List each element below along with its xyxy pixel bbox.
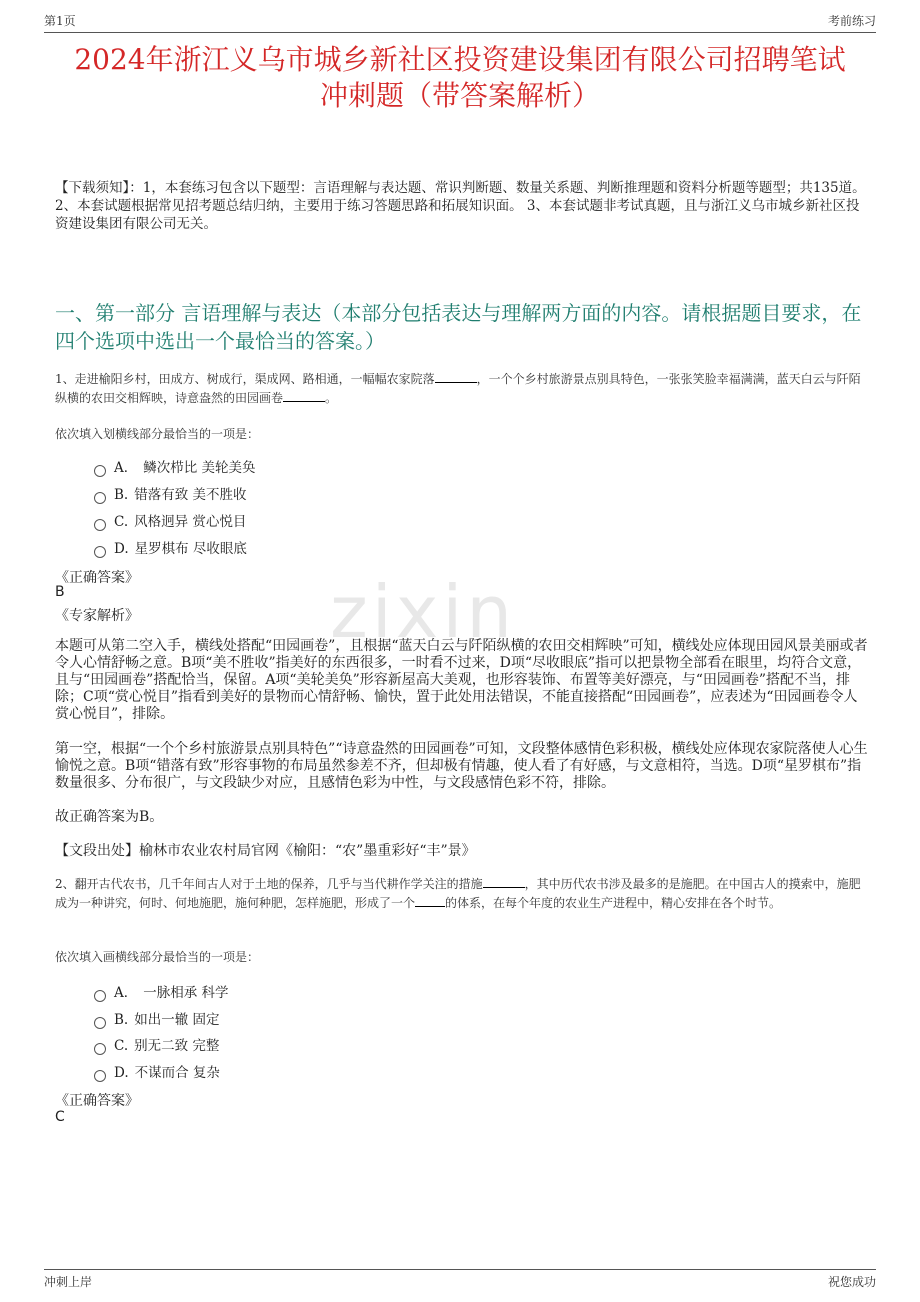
radio-icon[interactable] xyxy=(94,1070,106,1082)
analysis-paragraph-2: 第一空，根据“一个个乡村旅游景点别具特色”“诗意盎然的田园画卷”可知，文段整体感情色彩积极，横线处应体现农家院落使人心生愉悦之意。B项“错落有致”形容事物的布局虽然参差不齐，但却极有情趣，使人看了有好感，与文意相符，当选。D项“星罗棋布”指数量很多、分布很广，与文段缺少对应，且感情色彩为中性，与文段感情色彩不符，排除。 xyxy=(55,741,868,791)
title-line-2: 冲刺题（带答案解析） xyxy=(319,79,600,112)
answer-blank xyxy=(415,894,445,907)
title-line-1: 2024年浙江义乌市城乡新社区投资建设集团有限公司招聘笔试 xyxy=(74,43,846,76)
correct-answer: C xyxy=(55,1109,65,1125)
analysis-label: 《专家解析》 xyxy=(55,608,139,624)
question-2-option-a[interactable]: A． 一脉相承 科学 xyxy=(94,981,229,1001)
answer-label: 《正确答案》 xyxy=(55,570,139,586)
question-1-text: 1、走进榆阳乡村，田成方、树成行，渠成网、路相通，一幅幅农家院落 ，一个个乡村旅游景点别具特色，一张张笑脸幸福满满，蓝天白云与阡陌纵横的农田交相辉映，诗意盎然的田园画卷 。 xyxy=(55,372,861,405)
correct-answer: B xyxy=(55,584,65,600)
radio-icon[interactable] xyxy=(94,492,106,504)
analysis-conclusion: 故正确答案为B。 xyxy=(55,809,164,825)
download-notice: 【下载须知】：1，本套练习包含以下题型：言语理解与表达题、常识判断题、数量关系题、判断推理题和资料分析题等题型；共135道。 2、本套试题根据常见招考题总结归纳，主要用于练习答题思路和拓展知识面。 3、本套试题非考试真题，且与浙江义乌市城乡新社区投资建设集团有限公司无关。 xyxy=(55,180,866,232)
radio-icon[interactable] xyxy=(94,465,106,477)
analysis-paragraph-1: 本题可从第二空入手，横线处搭配“田园画卷”，且根据“蓝天白云与阡陌纵横的农田交相辉映”可知，横线处应体现田园风景美丽或者令人心情舒畅之意。B项“美不胜收”指美好的东西很多，一时看不过来，D项“尽收眼底”指可以把景物全部看在眼里，均符合文意，且与“田园画卷”搭配恰当，保留。A项“美轮美奂”形容新屋高大美观，也形容装饰、布置等美好漂亮，与“田园画卷”搭配不当，排除；C项“赏心悦目”指看到美好的景物而心情舒畅、愉快，置于此处用法错误，不能直接搭配“田园画卷”，应表述为“田园画卷令人赏心悦目”，排除。 xyxy=(55,638,868,722)
answer-blank xyxy=(483,875,525,888)
answer-label: 《正确答案》 xyxy=(55,1093,139,1109)
question-2-text: 2、翻开古代农书，几千年间古人对于土地的保养，几乎与当代耕作学关注的措施 ，其中历代农书涉及最多的是施肥。在中国古人的摸索中，施肥成为一种讲究，何时、何地施肥，施何种肥，怎样施肥，形成了一个 的体系，在每个年度的农业生产进程中，精心安排在各个时节。 xyxy=(55,877,861,910)
watermark: zixin xyxy=(330,570,517,654)
radio-icon[interactable] xyxy=(94,546,106,558)
question-1-option-b[interactable]: B. 错落有致 美不胜收 xyxy=(94,483,247,503)
radio-icon[interactable] xyxy=(94,1017,106,1029)
question-2-option-c[interactable]: C. 别无二致 完整 xyxy=(94,1034,219,1054)
question-2-option-d[interactable]: D. 不谋而合 复杂 xyxy=(94,1061,220,1081)
question-1-prompt: 依次填入划横线部分最恰当的一项是： xyxy=(55,427,260,441)
page-header xyxy=(44,12,876,33)
radio-icon[interactable] xyxy=(94,1043,106,1055)
question-2-option-b[interactable]: B. 如出一辙 固定 xyxy=(94,1008,220,1028)
question-1-option-c[interactable]: C. 风格迥异 赏心悦目 xyxy=(94,510,246,530)
radio-icon[interactable] xyxy=(94,990,106,1002)
page-footer xyxy=(44,1269,876,1292)
section-heading: 一、第一部分 言语理解与表达（本部分包括表达与理解两方面的内容。请根据题目要求，在四个选项中选出一个最恰当的答案。） xyxy=(55,301,862,353)
question-1-option-d[interactable]: D. 星罗棋布 尽收眼底 xyxy=(94,537,247,557)
radio-icon[interactable] xyxy=(94,519,106,531)
footer-left-label: 冲刺上岸 xyxy=(44,1275,93,1289)
answer-blank xyxy=(283,389,325,402)
header-right-label: 考前练习 xyxy=(827,14,876,28)
answer-blank xyxy=(435,370,477,383)
passage-source: 【文段出处】榆林市农业农村局官网《榆阳：“农”墨重彩好“丰”景》 xyxy=(55,843,476,859)
question-1-option-a[interactable]: A． 鳞次栉比 美轮美奂 xyxy=(94,456,256,476)
question-2-prompt: 依次填入画横线部分最恰当的一项是： xyxy=(55,950,260,964)
page-number: 第1页 xyxy=(44,14,76,28)
document-title xyxy=(40,42,880,114)
footer-right-label: 祝您成功 xyxy=(827,1275,876,1289)
